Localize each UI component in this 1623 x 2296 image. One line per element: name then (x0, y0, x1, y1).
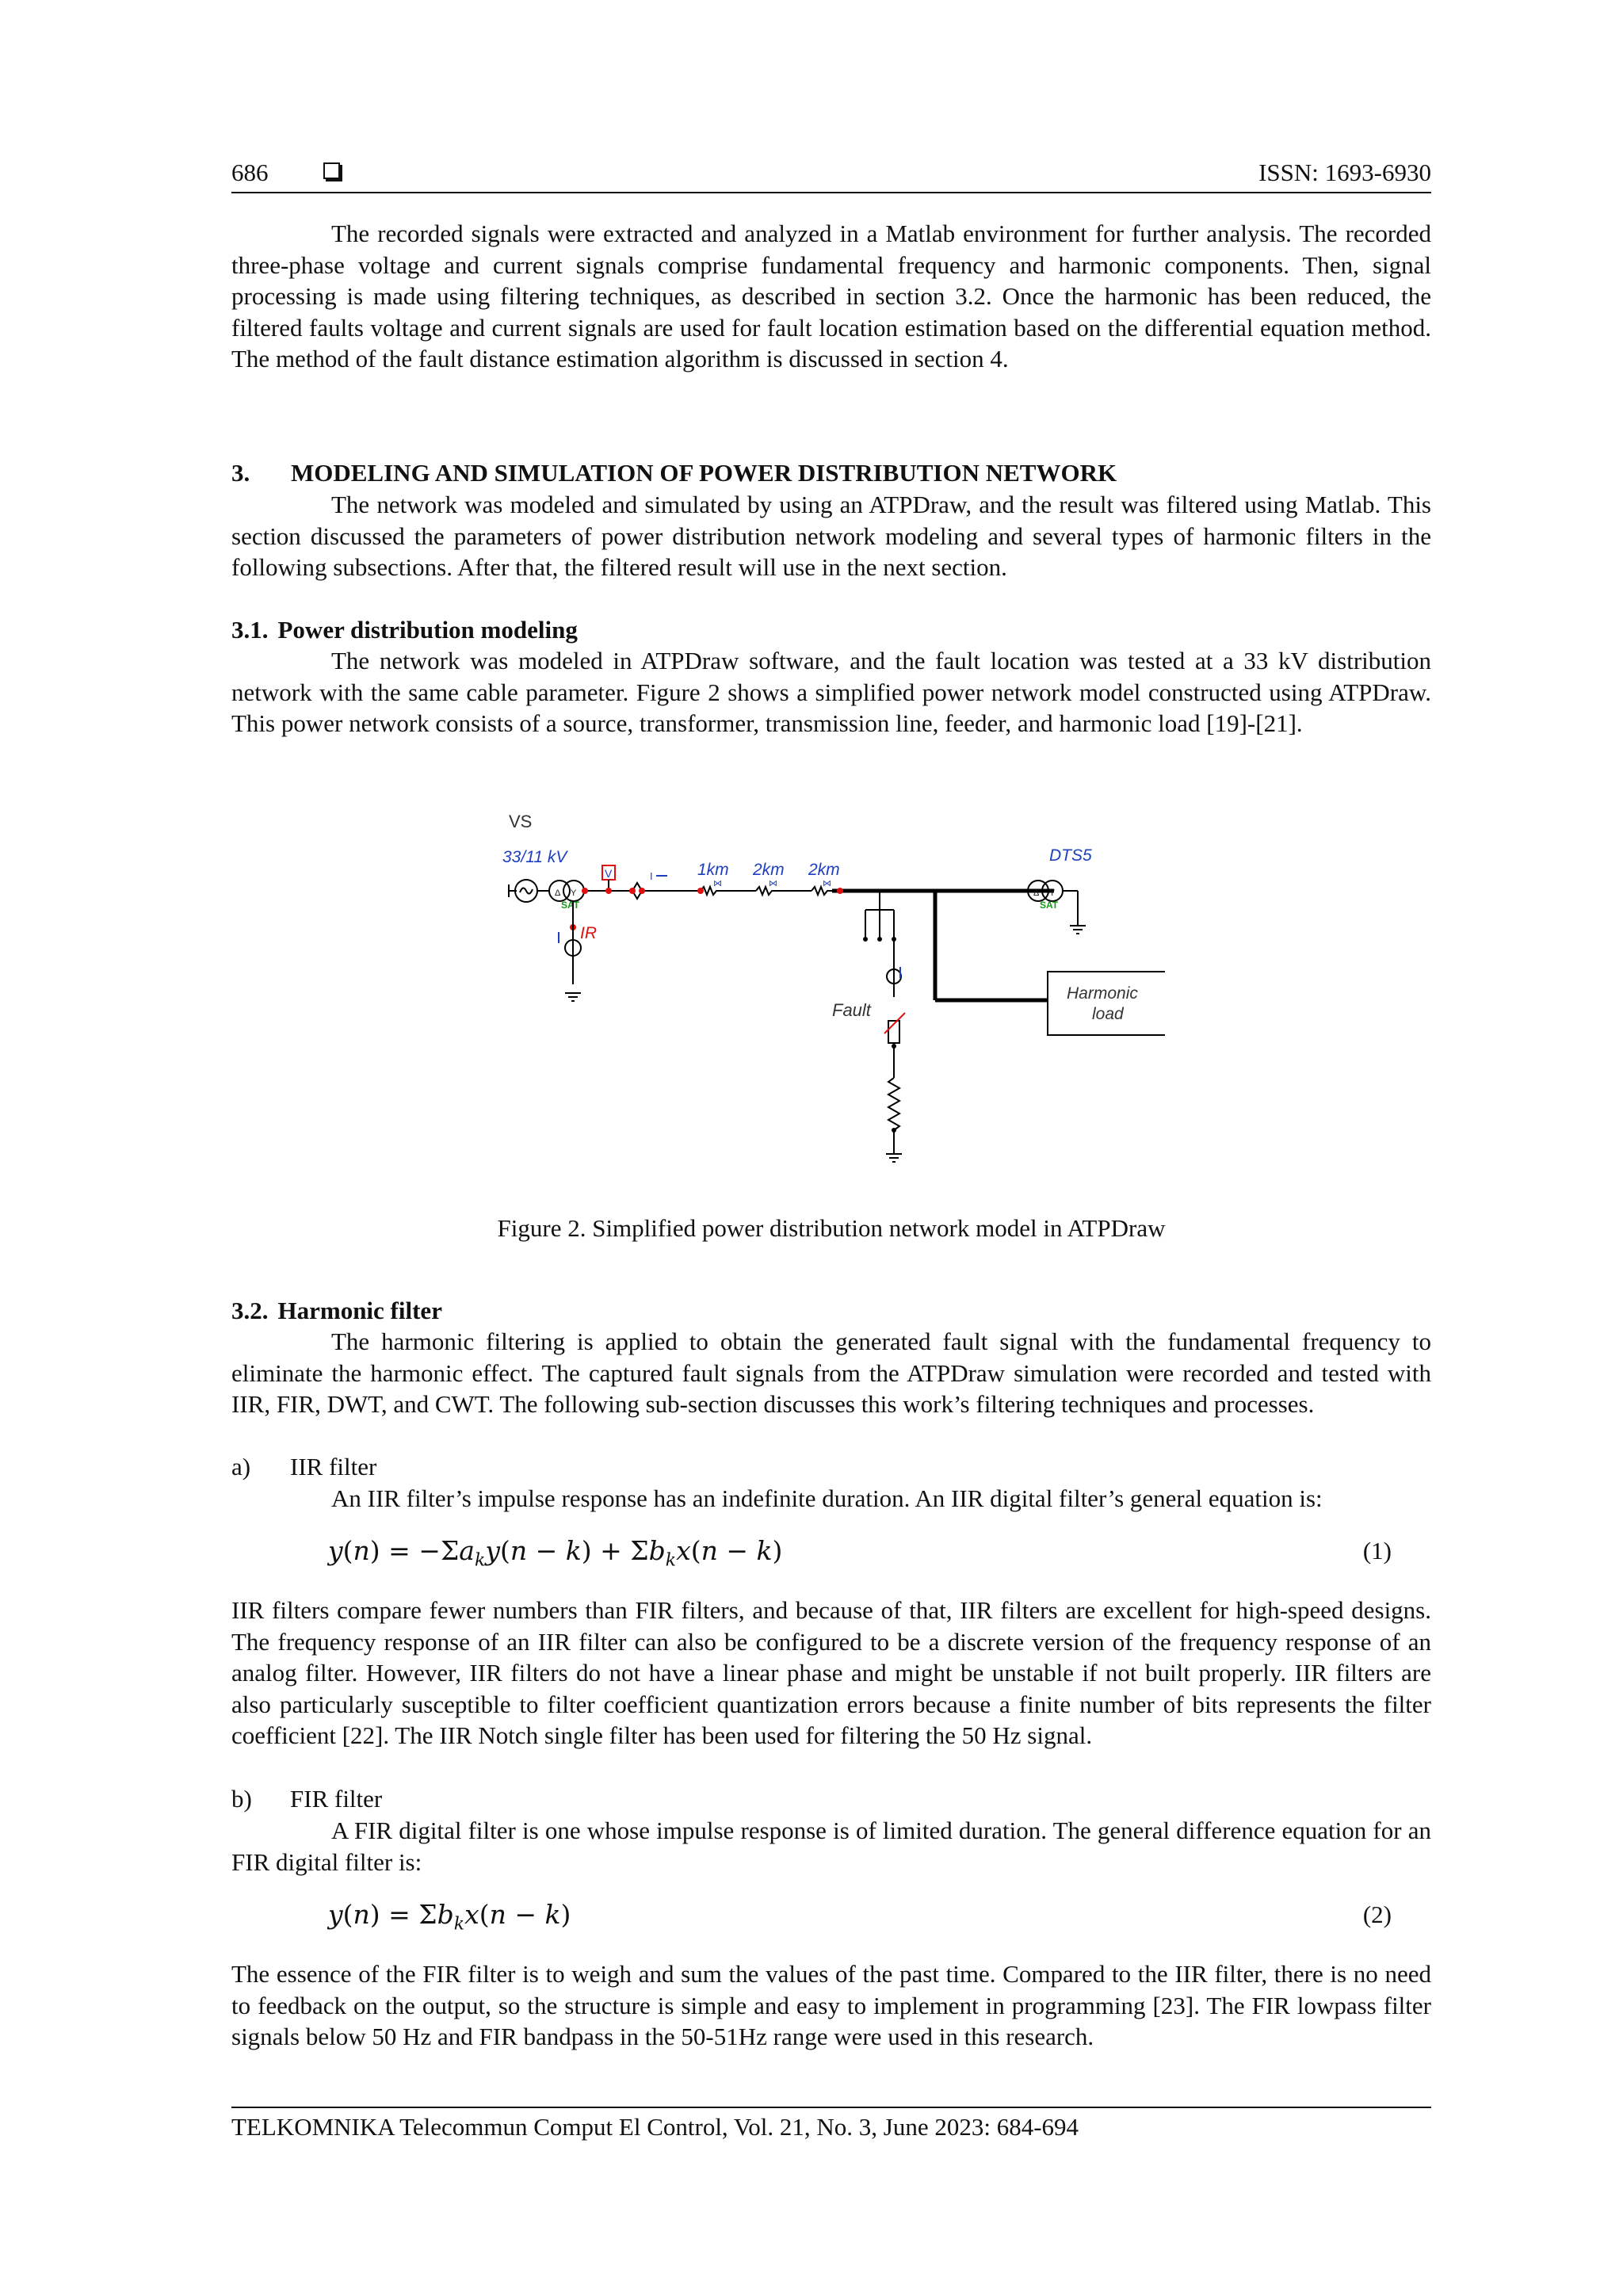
source-rating-label: 33/11 kV (502, 848, 567, 866)
svg-text:⋈: ⋈ (769, 879, 777, 888)
item-a-paragraph: IIR filters compare fewer numbers than FIR filters, and because of that, IIR filters are excellent for high-speed designs. The frequency response of an IIR filter can also be configured to be a discrete version of the frequency response of an analog filter. However, IIR filters do not have a linear phase and might be unstable if not built properly. IIR filters are also particularly susceptible to filter coefficient quantization errors because a finite number of bits represents the filter coefficient [22]. The IIR Notch single filter has been used for filtering the 50 Hz signal. (231, 1596, 1431, 1749)
item-a-label: a) (231, 1453, 251, 1480)
harmonic-load-label-2: load (1092, 1005, 1124, 1023)
dts-label: DTS5 (1049, 846, 1092, 865)
line-2-label: 2km (753, 861, 785, 879)
ir-branch (565, 901, 581, 1001)
svg-text:Y: Y (1049, 888, 1056, 898)
section-3-2-title: Harmonic filter (277, 1297, 442, 1324)
network-diagram (499, 808, 1165, 1189)
header-rule (231, 192, 1431, 193)
section-3-1-paragraph: The network was modeled in ATPDraw software, and the fault location was tested at a 33 kV distribution network with the same cable parameter. Figure 2 shows a simplified power network model constructed using ATPDraw. This power network consists of a source, transformer, transmission line, feeder, and harmonic load [19]-[21]. (231, 647, 1431, 737)
section-3-1-heading (231, 614, 578, 646)
running-header (231, 155, 1431, 190)
issn-label: ISSN: 1693-6930 (1258, 159, 1431, 186)
equation-2: $y(n) = \Sigma b_kx(n - k)$ (2) (328, 1899, 1392, 1935)
fault-branch (865, 891, 902, 1162)
item-b-title: FIR filter (290, 1785, 383, 1813)
ir-label: IR (580, 924, 597, 942)
section-3-1-title: Power distribution modeling (277, 616, 578, 644)
voltmeter-label: V (605, 867, 613, 880)
item-b-paragraph: The essence of the FIR filter is to weigh and sum the values of the past time. Compared to the IIR filter, there is no need to feedback on the output, so the structure is simple and easy to implement in programming [23]. The FIR lowpass filter signals below 50 Hz and FIR bandpass in the 50-51Hz range were used in this research. (231, 1960, 1431, 2050)
equation-1-number: (1) (1362, 1537, 1392, 1564)
harmonic-load-label-1: Harmonic (1067, 984, 1138, 1003)
page-number: 686 (231, 159, 269, 186)
section-3-paragraph: The network was modeled and simulated by using an ATPDraw, and the result was filtered using Matlab. This section discussed the parameters of power distribution network modeling and several types of harmonic filters in the following subsections. After that, the filtered result will use in the next section. (231, 491, 1431, 581)
item-b-heading (231, 1783, 382, 1815)
item-a-title: IIR filter (290, 1453, 377, 1480)
main-feeder (585, 887, 832, 895)
section-3-1-number: 3.1. (231, 616, 269, 644)
section-3-heading (231, 457, 1117, 489)
vs-label: VS (509, 812, 533, 831)
section-3-number: 3. (231, 459, 250, 487)
section-3-title: MODELING AND SIMULATION OF POWER DISTRIBUTION NETWORK (291, 459, 1117, 487)
running-footer: TELKOMNIKA Telecommun Comput El Control, Vol. 21, No. 3, June 2023: 684-694 (231, 2113, 1079, 2141)
sat-label-left: SAT (561, 900, 580, 911)
item-b-intro: A FIR digital filter is one whose impulse response is of limited duration. The general difference equation for an FIR digital filter is: (231, 1817, 1431, 1876)
section-3-2-number: 3.2. (231, 1297, 269, 1324)
source-symbol (509, 880, 548, 902)
harmonic-load-feeder (935, 891, 1048, 1000)
equation-1: $y(n) = -\Sigma a_ky(n - k) + \Sigma b_kx(n - k)$ (1) (328, 1535, 1392, 1571)
checkbox-square-icon (323, 162, 340, 179)
svg-text:Δ: Δ (1033, 888, 1040, 898)
fault-label: Fault (832, 1000, 871, 1020)
intro-paragraph: The recorded signals were extracted and analyzed in a Matlab environment for further analysis. The recorded three-phase voltage and current signals comprise fundamental frequency and harmonic components. Then, signal processing is made using filtering techniques, as described in section 3.2. Once the harmonic has been reduced, the filtered faults voltage and current signals are used for fault location estimation based on the differential equation method. The method of the fault distance estimation algorithm is discussed in section 4. (231, 220, 1431, 372)
svg-text:⋈: ⋈ (713, 879, 722, 888)
figure-2-caption: Figure 2. Simplified power distribution network model in ATPDraw (497, 1214, 1166, 1242)
harmonic-load-box (1048, 972, 1165, 1035)
svg-text:Y: Y (571, 888, 577, 898)
current-probe-label: I (650, 870, 653, 882)
item-b-label: b) (231, 1785, 252, 1813)
section-3-2-paragraph: The harmonic filtering is applied to obtain the generated fault signal with the fundamental frequency to eliminate the harmonic effect. The captured fault signals from the ATPDraw simulation were recorded and tested with IIR, FIR, DWT, and CWT. The following sub-section discusses this work’s filtering techniques and processes. (231, 1328, 1431, 1418)
line-3-label: 2km (808, 861, 840, 879)
item-a-heading (231, 1451, 376, 1483)
section-3-2-heading (231, 1295, 442, 1327)
svg-text:⋈: ⋈ (823, 879, 831, 888)
footer-rule (231, 2107, 1431, 2108)
fault-nodes (863, 937, 896, 1133)
line-1-label: 1km (697, 861, 729, 879)
sat-label-right: SAT (1040, 900, 1059, 911)
equation-2-number: (2) (1362, 1901, 1392, 1928)
item-a-intro: An IIR filter’s impulse response has an indefinite duration. An IIR digital filter’s general equation is: (331, 1484, 1323, 1512)
svg-text:Δ: Δ (555, 888, 561, 898)
